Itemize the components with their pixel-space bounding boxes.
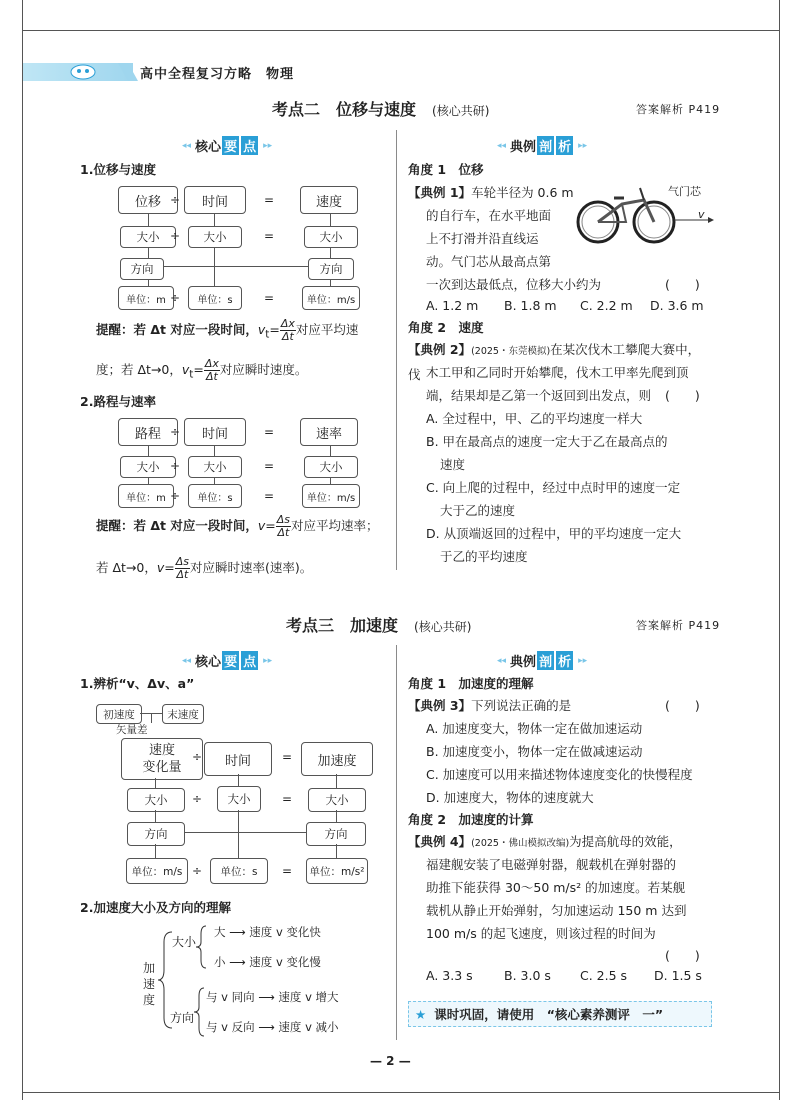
angle1-heading: 角度 1 位移: [408, 162, 484, 177]
box-time: 时间: [184, 186, 246, 214]
example4-line3: 助推下能获得 30～50 m/s² 的加速度。若某舰: [426, 880, 686, 895]
box-acceleration: 加速度: [301, 742, 373, 776]
example2-line1: 【典例 2】(2025・东莞模拟)在某次伐木工攀爬大赛中，伐: [408, 342, 701, 382]
opposite-direction-rule: 与 v 反向 ⟶ 速度 v 减小: [206, 1020, 339, 1034]
option-b: B. 加速度变小，物体一定在做减速运动: [426, 744, 643, 759]
option-b-cont: 速度: [440, 457, 466, 472]
section3-title: 考点三 加速度 (核心共研): [286, 616, 472, 635]
box-direction: 方向: [120, 258, 164, 280]
heading-acceleration-meaning: 2.加速度大小及方向的理解: [80, 900, 231, 915]
large-acceleration-rule: 大 ⟶ 速度 v 变化快: [214, 925, 321, 939]
option-a: A. 1.2 m: [426, 298, 479, 313]
box-final-velocity: 末速度: [162, 704, 204, 724]
angle2-heading: 角度 2 加速度的计算: [408, 812, 534, 827]
option-c: C. 加速度可以用来描述物体速度变化的快慢程度: [426, 767, 693, 782]
reminder-velocity: 提醒：若 Δt 对应一段时间，$v_t=$ $\frac{\Delta x}{\Delta t}$ 对应平均速: [96, 317, 359, 343]
vector-difference-label: 矢量差: [116, 724, 148, 736]
box-magnitude: 大小: [120, 226, 176, 248]
valve-label: 气门芯: [668, 185, 701, 198]
page-frame-bottom: [22, 1092, 780, 1093]
example4-line4: 载机从静止开始弹射，匀加速运动 150 m 达到: [426, 903, 687, 918]
example1-line3: 上不打滑并沿直线运: [426, 231, 539, 246]
page-number: — 2 —: [370, 1054, 411, 1068]
star-icon: ★: [415, 1006, 427, 1022]
practice-reminder-text: 课时巩固，请使用 “核心素养测评 一”: [434, 1007, 664, 1022]
option-b: B. 1.8 m: [504, 298, 557, 313]
box-time: 时间: [204, 742, 272, 776]
box-direction: 方向: [306, 822, 366, 846]
page-frame-right: [779, 0, 780, 1100]
answer-blank: ( ): [665, 948, 700, 963]
box-direction: 方向: [308, 258, 354, 280]
box-magnitude: 大小: [308, 788, 366, 812]
op-equals: =: [263, 193, 275, 207]
same-direction-rule: 与 v 同向 ⟶ 速度 v 增大: [206, 990, 339, 1004]
heading-path-speed: 2.路程与速率: [80, 394, 156, 409]
option-b: B. 3.0 s: [504, 968, 551, 983]
option-d: D. 从顶端返回的过程中，甲的平均速度一定大: [426, 526, 682, 541]
box-initial-velocity: 初速度: [96, 704, 142, 724]
angle1-heading: 角度 1 加速度的理解: [408, 676, 534, 691]
section2-title: 考点二 位移与速度 (核心共研): [272, 100, 490, 119]
small-acceleration-rule: 小 ⟶ 速度 v 变化慢: [214, 955, 321, 969]
option-a: A. 3.3 s: [426, 968, 473, 983]
example4-line5: 100 m/s 的起飞速度，则该过程的时间为: [426, 926, 656, 941]
heading-displacement-velocity: 1.位移与速度: [80, 162, 156, 177]
option-c: C. 向上爬的过程中，经过中点时甲的速度一定: [426, 480, 681, 495]
box-unit: 单位：m/s: [302, 484, 360, 508]
box-unit: 单位：m/s: [126, 858, 188, 884]
direction-label: 方向: [170, 1011, 195, 1025]
practice-reminder-bar: [408, 1001, 712, 1027]
box-magnitude: 大小: [304, 456, 358, 478]
box-magnitude: 大小: [304, 226, 358, 248]
reminder-speed-2: 若 Δt→0，v= $\frac{\Delta s}{\Delta t}$ 对应瞬时速率(速率)。: [96, 555, 313, 581]
size-label: 大小: [172, 935, 197, 949]
box-velocity-change: 速度 变化量: [121, 738, 203, 780]
example-heading: ◂◂ 典例 剖 析 ▸▸: [493, 136, 591, 155]
core-points-heading: ◂◂ 核心 要 点 ▸▸: [178, 651, 276, 670]
example3-question: 【典例 3】下列说法正确的是: [408, 698, 572, 713]
example2-line3: 端，结果却是乙第一个返回到出发点，则: [426, 388, 652, 403]
example1-line4: 动。气门芯从最高点第: [426, 254, 552, 269]
box-unit: 单位：s: [188, 484, 242, 508]
option-a: A. 全过程中，甲、乙的平均速度一样大: [426, 411, 643, 426]
reminder-speed: 提醒：若 Δt 对应一段时间，v= $\frac{\Delta s}{\Delta t}$ 对应平均速率；: [96, 513, 379, 539]
header-chevron-icon: [118, 63, 142, 81]
box-displacement: 位移: [118, 186, 178, 214]
answer-blank: ( ): [665, 388, 700, 403]
column-divider: [396, 130, 397, 570]
box-time: 时间: [184, 418, 246, 446]
example1-line5: 一次到达最低点，位移大小约为: [426, 277, 602, 292]
example2-line2: 木工甲和乙同时开始攀爬，伐木工甲率先爬到顶: [426, 365, 689, 380]
example4-line1: 【典例 4】(2025・佛山模拟改编)为提高航母的效能，: [408, 834, 682, 849]
angle2-heading: 角度 2 速度: [408, 320, 484, 335]
option-c-cont: 大于乙的速度: [440, 503, 516, 518]
option-a: A. 加速度变大，物体一定在做加速运动: [426, 721, 643, 736]
brace-icon: [194, 986, 206, 1038]
op-divide: ÷: [169, 193, 181, 207]
box-velocity: 速度: [300, 186, 358, 214]
option-d-cont: 于乙的平均速度: [440, 549, 528, 564]
velocity-label: v: [698, 208, 705, 221]
box-unit: 单位：s: [188, 286, 242, 310]
option-d: D. 3.6 m: [650, 298, 704, 313]
column-divider: [396, 645, 397, 1040]
answer-blank: ( ): [665, 698, 700, 713]
page-frame-top: [22, 30, 780, 31]
option-b: B. 甲在最高点的速度一定大于乙在最高点的: [426, 434, 668, 449]
section3-answer-ref: 答案解析 P419: [636, 619, 721, 632]
box-magnitude: 大小: [127, 788, 185, 812]
heading-v-dv-a: 1.辨析“v、Δv、a”: [80, 676, 195, 691]
box-unit: 单位：m/s: [302, 286, 360, 310]
section2-answer-ref: 答案解析 P419: [636, 103, 721, 116]
example4-line2: 福建舰安装了电磁弹射器，舰载机在弹射器的: [426, 857, 677, 872]
box-speed: 速率: [300, 418, 358, 446]
page-frame-left: [22, 0, 23, 1100]
book-logo-icon: [23, 63, 133, 81]
header-band: [23, 63, 133, 81]
box-unit: 单位：m: [118, 484, 174, 508]
option-d: D. 1.5 s: [654, 968, 702, 983]
example1-line2: 的自行车，在水平地面: [426, 208, 552, 223]
option-d: D. 加速度大，物体的速度就大: [426, 790, 594, 805]
box-unit: 单位：s: [210, 858, 268, 884]
box-path: 路程: [118, 418, 178, 446]
box-unit: 单位：m/s²: [306, 858, 368, 884]
option-c: C. 2.2 m: [580, 298, 633, 313]
core-points-heading: ◂◂ 核心 要 点 ▸▸: [178, 136, 276, 155]
box-direction: 方向: [127, 822, 185, 846]
acceleration-label: 加 速 度: [143, 961, 156, 1007]
book-title: 高中全程复习方略 物理: [140, 67, 295, 82]
brace-icon: [196, 924, 208, 970]
box-magnitude: 大小: [188, 456, 242, 478]
example1-line1: 【典例 1】车轮半径为 0.6 m: [408, 185, 574, 200]
box-unit: 单位：m: [118, 286, 174, 310]
example-heading: ◂◂ 典例 剖 析 ▸▸: [493, 651, 591, 670]
box-magnitude: 大小: [120, 456, 176, 478]
answer-blank: ( ): [665, 277, 700, 292]
box-magnitude: 大小: [217, 786, 261, 812]
option-c: C. 2.5 s: [580, 968, 628, 983]
box-magnitude: 大小: [188, 226, 242, 248]
reminder-velocity-2: 度；若 Δt→0，$v_t=$ $\frac{\Delta x}{\Delta t}$ 对应瞬时速度。: [96, 357, 308, 383]
